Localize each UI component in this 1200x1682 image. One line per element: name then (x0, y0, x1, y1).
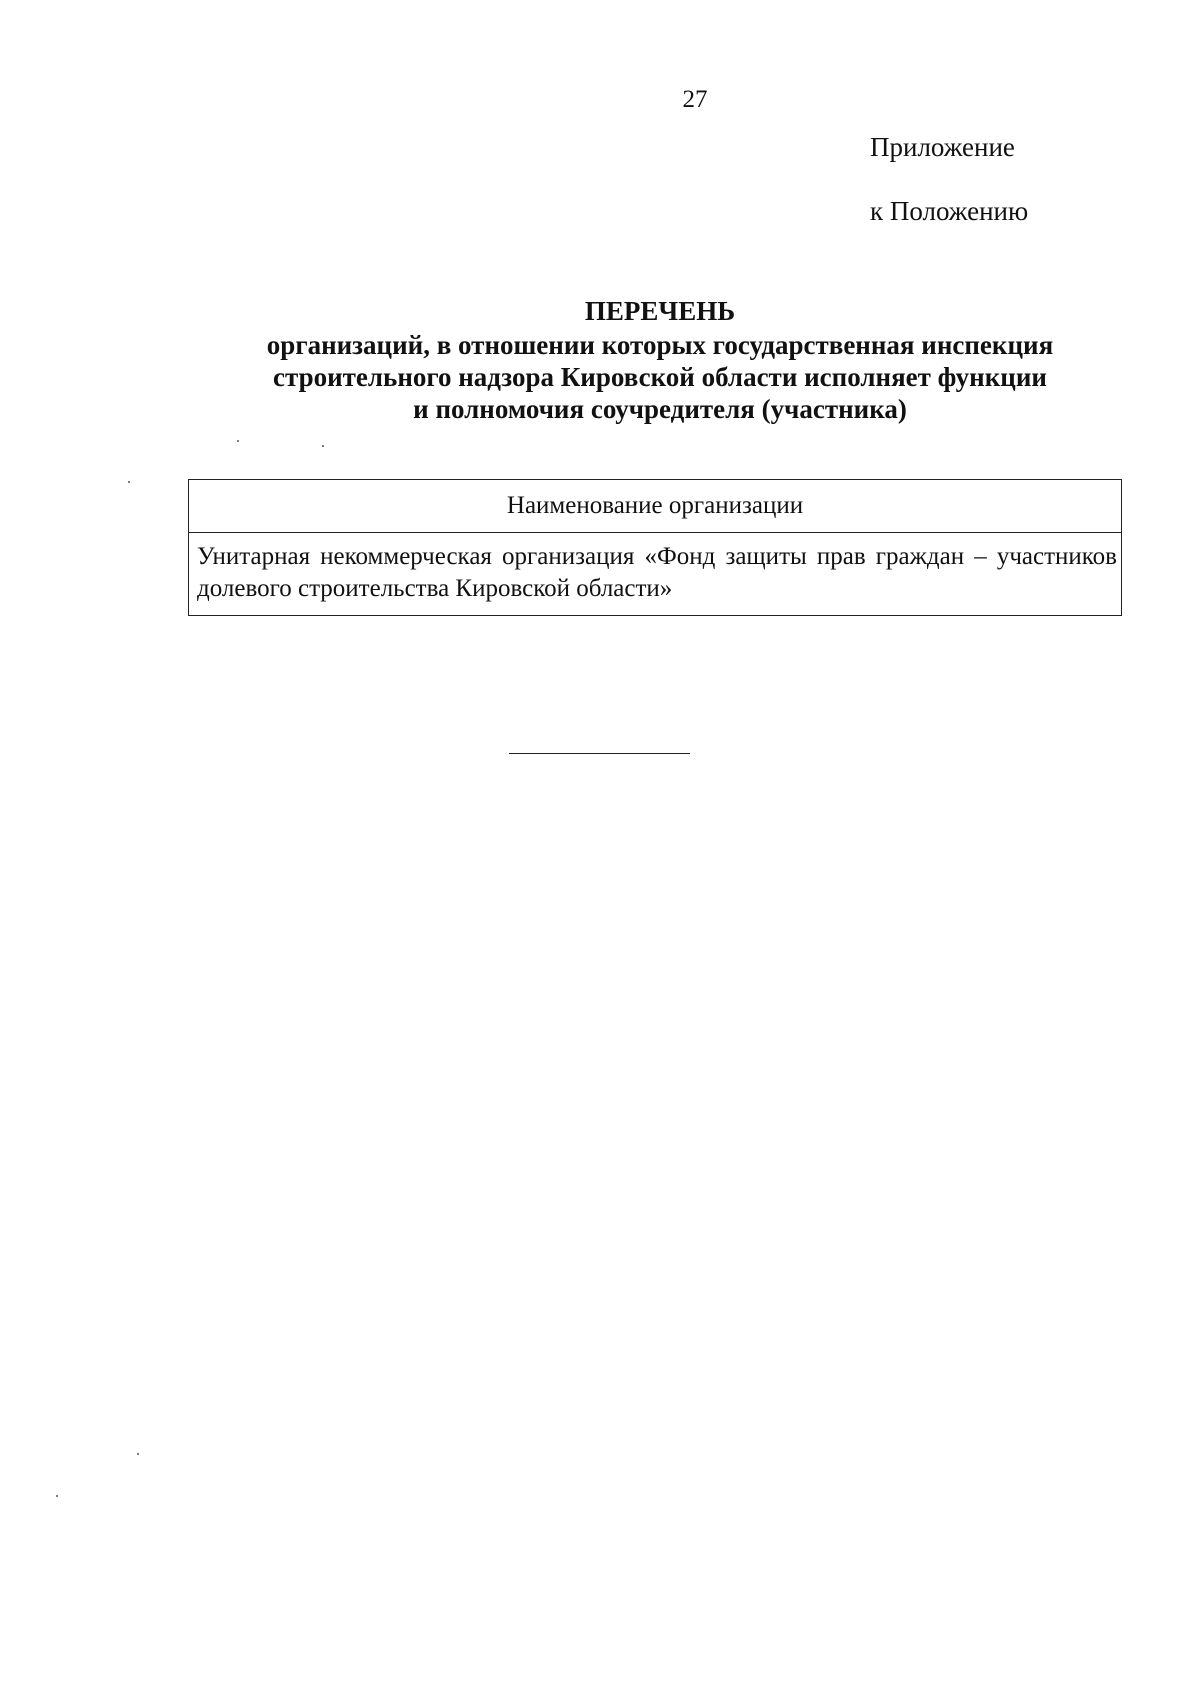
scan-speck (237, 440, 239, 442)
title-subline-2: строительного надзора Кировской области исполняет функции (273, 362, 1047, 392)
title-subline-3: и полномочия соучредителя (участника) (413, 394, 907, 424)
scan-speck (322, 445, 324, 447)
scan-speck (128, 481, 130, 483)
document-title (190, 295, 1130, 425)
table-row (189, 533, 1122, 616)
closing-divider (509, 753, 690, 754)
title-subline-1: организаций, в отношении которых государственная инспекция (266, 330, 1054, 360)
page-number: 27 (682, 86, 708, 113)
title-heading: ПЕРЕЧЕНЬ (584, 296, 736, 326)
organization-name-cell: Унитарная некоммерческая организация «Фонд защиты прав граждан – участников долевого строительства Кировской области» (189, 533, 1122, 616)
appendix-reference: к Положению (870, 196, 1029, 226)
column-header-organization-name: Наименование организации (189, 480, 1122, 533)
organizations-table (188, 479, 1122, 616)
appendix-label: Приложение (870, 132, 1015, 162)
scan-speck (137, 1453, 139, 1455)
scan-speck (56, 1495, 58, 1497)
table-header-row (189, 480, 1122, 533)
